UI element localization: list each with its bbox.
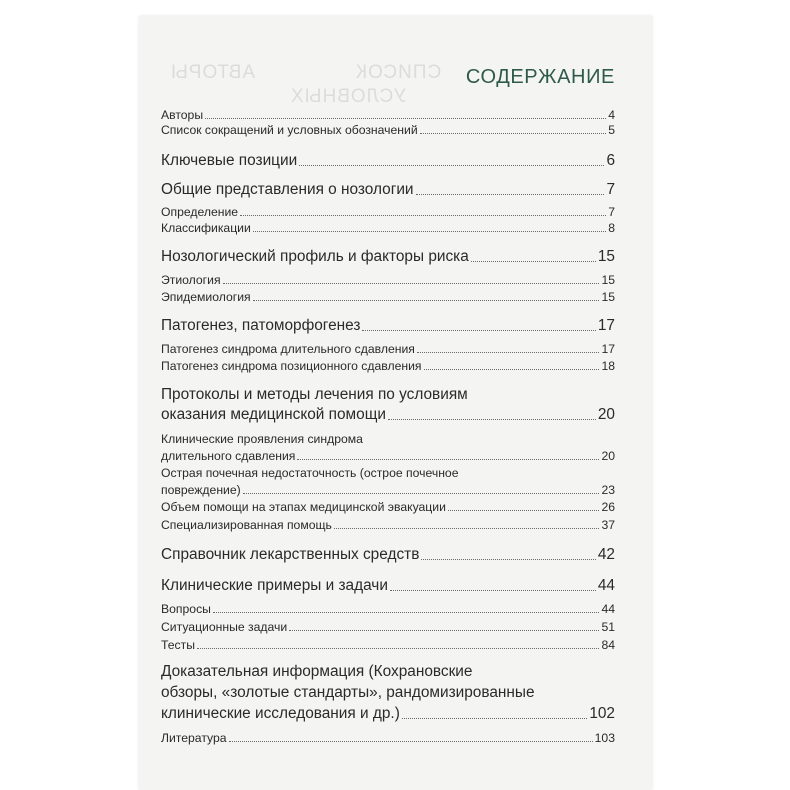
toc-entry-title: Специализированная помощь — [161, 518, 332, 532]
toc-entry[interactable] — [161, 500, 615, 514]
toc-entry[interactable] — [161, 518, 615, 532]
toc-entry[interactable] — [161, 290, 615, 304]
show-through-text: АВТОРЫ — [170, 62, 256, 83]
toc-entry-page: 44 — [601, 602, 615, 616]
toc-entry-page: 23 — [601, 483, 615, 497]
toc-entry[interactable] — [161, 731, 615, 745]
toc-entry-line: Протоколы и методы лечения по условиям — [161, 386, 468, 403]
toc-entry[interactable] — [161, 152, 615, 170]
leader-dots — [416, 194, 605, 195]
toc-entry[interactable] — [161, 483, 615, 497]
toc-entry[interactable] — [161, 406, 615, 424]
toc-entry-page: 44 — [597, 577, 615, 594]
toc-entry[interactable] — [161, 577, 615, 595]
leader-dots — [197, 648, 599, 649]
toc-entry-page: 8 — [608, 221, 615, 235]
toc-entry[interactable] — [161, 359, 615, 373]
leader-dots — [334, 528, 600, 529]
leader-dots — [223, 283, 600, 284]
toc-entry-page: 6 — [606, 152, 615, 169]
leader-dots — [420, 133, 607, 134]
toc-entry-page: 7 — [606, 181, 615, 198]
toc-entry-title: Определение — [161, 205, 239, 219]
toc-entry-title: Этиология — [161, 273, 221, 287]
toc-entry[interactable] — [161, 546, 615, 564]
toc-entry-page: 18 — [601, 359, 615, 373]
toc-entry-title: Тесты — [161, 638, 195, 652]
toc-entry-page: 20 — [601, 449, 615, 463]
toc-entry[interactable] — [161, 108, 615, 122]
toc-entry-line: Клинические проявления синдрома — [161, 432, 363, 446]
toc-entry[interactable] — [161, 602, 615, 616]
toc-entry-title: повреждение) — [161, 483, 241, 497]
toc-entry-title: Патогенез синдрома позиционного сдавления — [161, 359, 422, 373]
leader-dots — [448, 510, 600, 511]
leader-dots — [289, 630, 599, 631]
toc-entry-page: 15 — [597, 248, 615, 265]
toc-entry-title: Справочник лекарственных средств — [161, 546, 420, 563]
toc-entry[interactable] — [161, 317, 615, 335]
toc-entry-title: Клинические примеры и задачи — [161, 577, 388, 594]
toc-entry[interactable] — [161, 705, 615, 723]
leader-dots — [417, 352, 600, 353]
toc-entry-page: 17 — [597, 317, 615, 334]
toc-entry-line: Острая почечная недостаточность (острое почечное — [161, 466, 459, 480]
show-through-text: УСЛОВНЫХ — [290, 86, 407, 107]
show-through-text: СПИСОК — [355, 62, 442, 83]
toc-entry[interactable] — [161, 638, 615, 652]
leader-dots — [205, 118, 606, 119]
toc-entry[interactable] — [161, 273, 615, 287]
toc-entry-page: 51 — [601, 620, 615, 634]
leader-dots — [297, 459, 599, 460]
toc-entry[interactable] — [161, 342, 615, 356]
toc-entry-page: 26 — [601, 500, 615, 514]
toc-entry-title: Авторы — [161, 108, 204, 122]
toc-entry-page: 4 — [608, 108, 615, 122]
leader-dots — [253, 300, 600, 301]
toc-entry-page: 7 — [608, 205, 615, 219]
toc-entry-page: 84 — [601, 638, 615, 652]
toc-entry[interactable] — [161, 248, 615, 266]
toc-entry-title: Ключевые позиции — [161, 152, 298, 169]
toc-entry-title: Патогенез, патоморфогенез — [161, 317, 361, 334]
toc-entry-title: Нозологический профиль и факторы риска — [161, 248, 469, 265]
leader-dots — [388, 419, 596, 420]
toc-entry-title: Ситуационные задачи — [161, 620, 288, 634]
leader-dots — [362, 330, 595, 331]
toc-entry-line: обзоры, «золотые стандарты», рандомизированные — [161, 684, 535, 701]
toc-title: СОДЕРЖАНИЕ — [465, 66, 615, 88]
toc-entry-page: 102 — [589, 705, 615, 722]
toc-entry-page: 103 — [594, 731, 615, 745]
toc-entry-title: оказания медицинской помощи — [161, 406, 386, 423]
toc-entry[interactable] — [161, 181, 615, 199]
toc-entry-page: 15 — [601, 290, 615, 304]
toc-entry-page: 15 — [601, 273, 615, 287]
toc-entry-title: Эпидемиология — [161, 290, 251, 304]
leader-dots — [402, 718, 587, 719]
leader-dots — [229, 741, 593, 742]
toc-entry-title: Общие представления о нозологии — [161, 181, 414, 198]
toc-entry-title: Патогенез синдрома длительного сдавления — [161, 342, 415, 356]
toc-entry-page: 42 — [597, 546, 615, 563]
toc-entry[interactable] — [161, 123, 615, 137]
toc-entry-page: 20 — [597, 406, 615, 423]
leader-dots — [424, 369, 600, 370]
leader-dots — [471, 261, 596, 262]
leader-dots — [421, 559, 596, 560]
toc-entry-title: Вопросы — [161, 602, 211, 616]
leader-dots — [213, 612, 600, 613]
toc-entry-page: 37 — [601, 518, 615, 532]
toc-entry-title: Литература — [161, 731, 227, 745]
toc-entry-title: Список сокращений и условных обозначений — [161, 123, 418, 137]
toc-entry-title: Объем помощи на этапах медицинской эвакуации — [161, 500, 446, 514]
toc-entry-title: клинические исследования и др.) — [161, 705, 400, 722]
leader-dots — [240, 215, 606, 216]
toc-entry-title: длительного сдавления — [161, 449, 296, 463]
leader-dots — [390, 590, 596, 591]
leader-dots — [243, 493, 600, 494]
toc-entry[interactable] — [161, 221, 615, 235]
leader-dots — [253, 231, 606, 232]
toc-entry[interactable] — [161, 620, 615, 634]
leader-dots — [299, 165, 604, 166]
toc-entry[interactable] — [161, 449, 615, 463]
toc-entry-title: Классификации — [161, 221, 251, 235]
toc-entry[interactable] — [161, 205, 615, 219]
toc-entry-page: 17 — [601, 342, 615, 356]
toc-entry-page: 5 — [608, 123, 615, 137]
toc-entry-line: Доказательная информация (Кохрановские — [161, 663, 473, 680]
